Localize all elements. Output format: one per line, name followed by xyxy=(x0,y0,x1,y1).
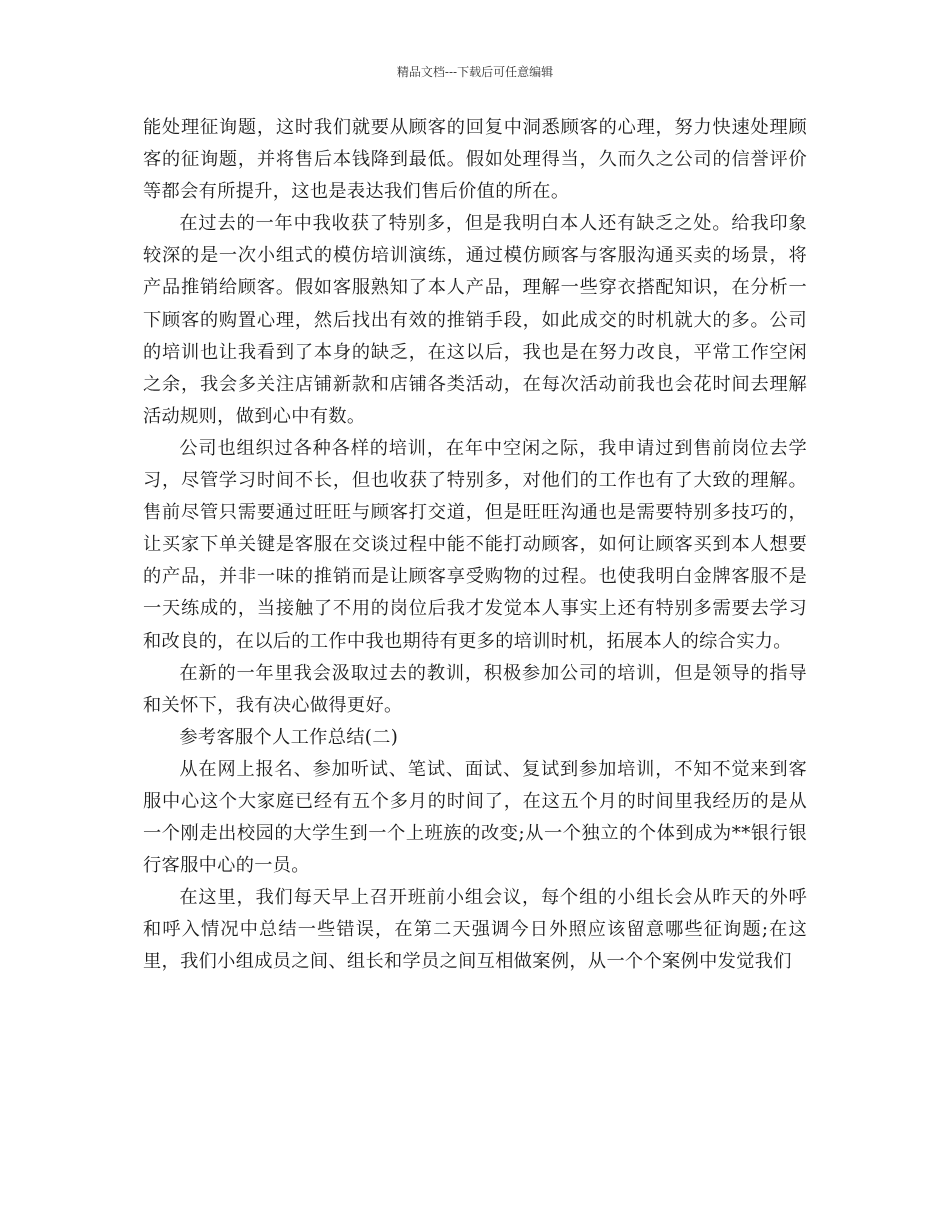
paragraph: 在新的一年里我会汲取过去的教训，积极参加公司的培训，但是领导的指导和关怀下，我有决心做得更好。 xyxy=(143,662,807,716)
paragraph: 公司也组织过各种各样的培训，在年中空闲之际，我申请过到售前岗位去学习，尽管学习时间不长，但也收获了特别多，对他们的工作也有了大致的理解。售前尽管只需要通过旺旺与顾客打交道，但是旺旺沟通也是需要特别多技巧的，让买家下单关键是客服在交谈过程中能不能打动顾客，如何让顾客买到本人想要的产品，并非一味的推销而是让顾客享受购物的过程。也使我明白金牌客服不是一天练成的，当接触了不用的岗位后我才发觉本人事实上还有特别多需要去学习和改良的，在以后的工作中我也期待有更多的培训时机，拓展本人的综合实力。 xyxy=(143,437,807,652)
paragraph: 从在网上报名、参加听试、笔试、面试、复试到参加培训，不知不觉来到客服中心这个大家庭已经有五个多月的时间了，在这五个月的时间里我经历的是从一个刚走出校园的大学生到一个上班族的改变;从一个独立的个体到成为**银行银行客服中心的一员。 xyxy=(143,758,807,877)
paragraph: 在过去的一年中我收获了特别多，但是我明白本人还有缺乏之处。给我印象较深的是一次小组式的模仿培训演练，通过模仿顾客与客服沟通买卖的场景，将产品推销给顾客。假如客服熟知了本人产品，理解一些穿衣搭配知识，在分析一下顾客的购置心理，然后找出有效的推销手段，如此成交的时机就大的多。公司的培训也让我看到了本身的缺乏，在这以后，我也是在努力改良，平常工作空闲之余，我会多关注店铺新款和店铺各类活动，在每次活动前我也会花时间去理解活动规则，做到心中有数。 xyxy=(143,213,807,427)
section-heading: 参考客服个人工作总结(二) xyxy=(179,726,399,748)
document-body xyxy=(143,112,807,979)
paragraph: 能处理征询题，这时我们就要从顾客的回复中洞悉顾客的心理，努力快速处理顾客的征询题，并将售后本钱降到最低。假如处理得当，久而久之公司的信誉评价等都会有所提升，这也是表达我们售后价值的所在。 xyxy=(143,117,807,203)
paragraph: 在这里，我们每天早上召开班前小组会议，每个组的小组长会从昨天的外呼和呼入情况中总结一些错误，在第二天强调今日外照应该留意哪些征询题;在这里，我们小组成员之间、组长和学员之间互相做案例，从一个个案例中发觉我们 xyxy=(143,887,807,973)
page-header: 精品文档---下载后可任意编辑 xyxy=(396,65,554,79)
